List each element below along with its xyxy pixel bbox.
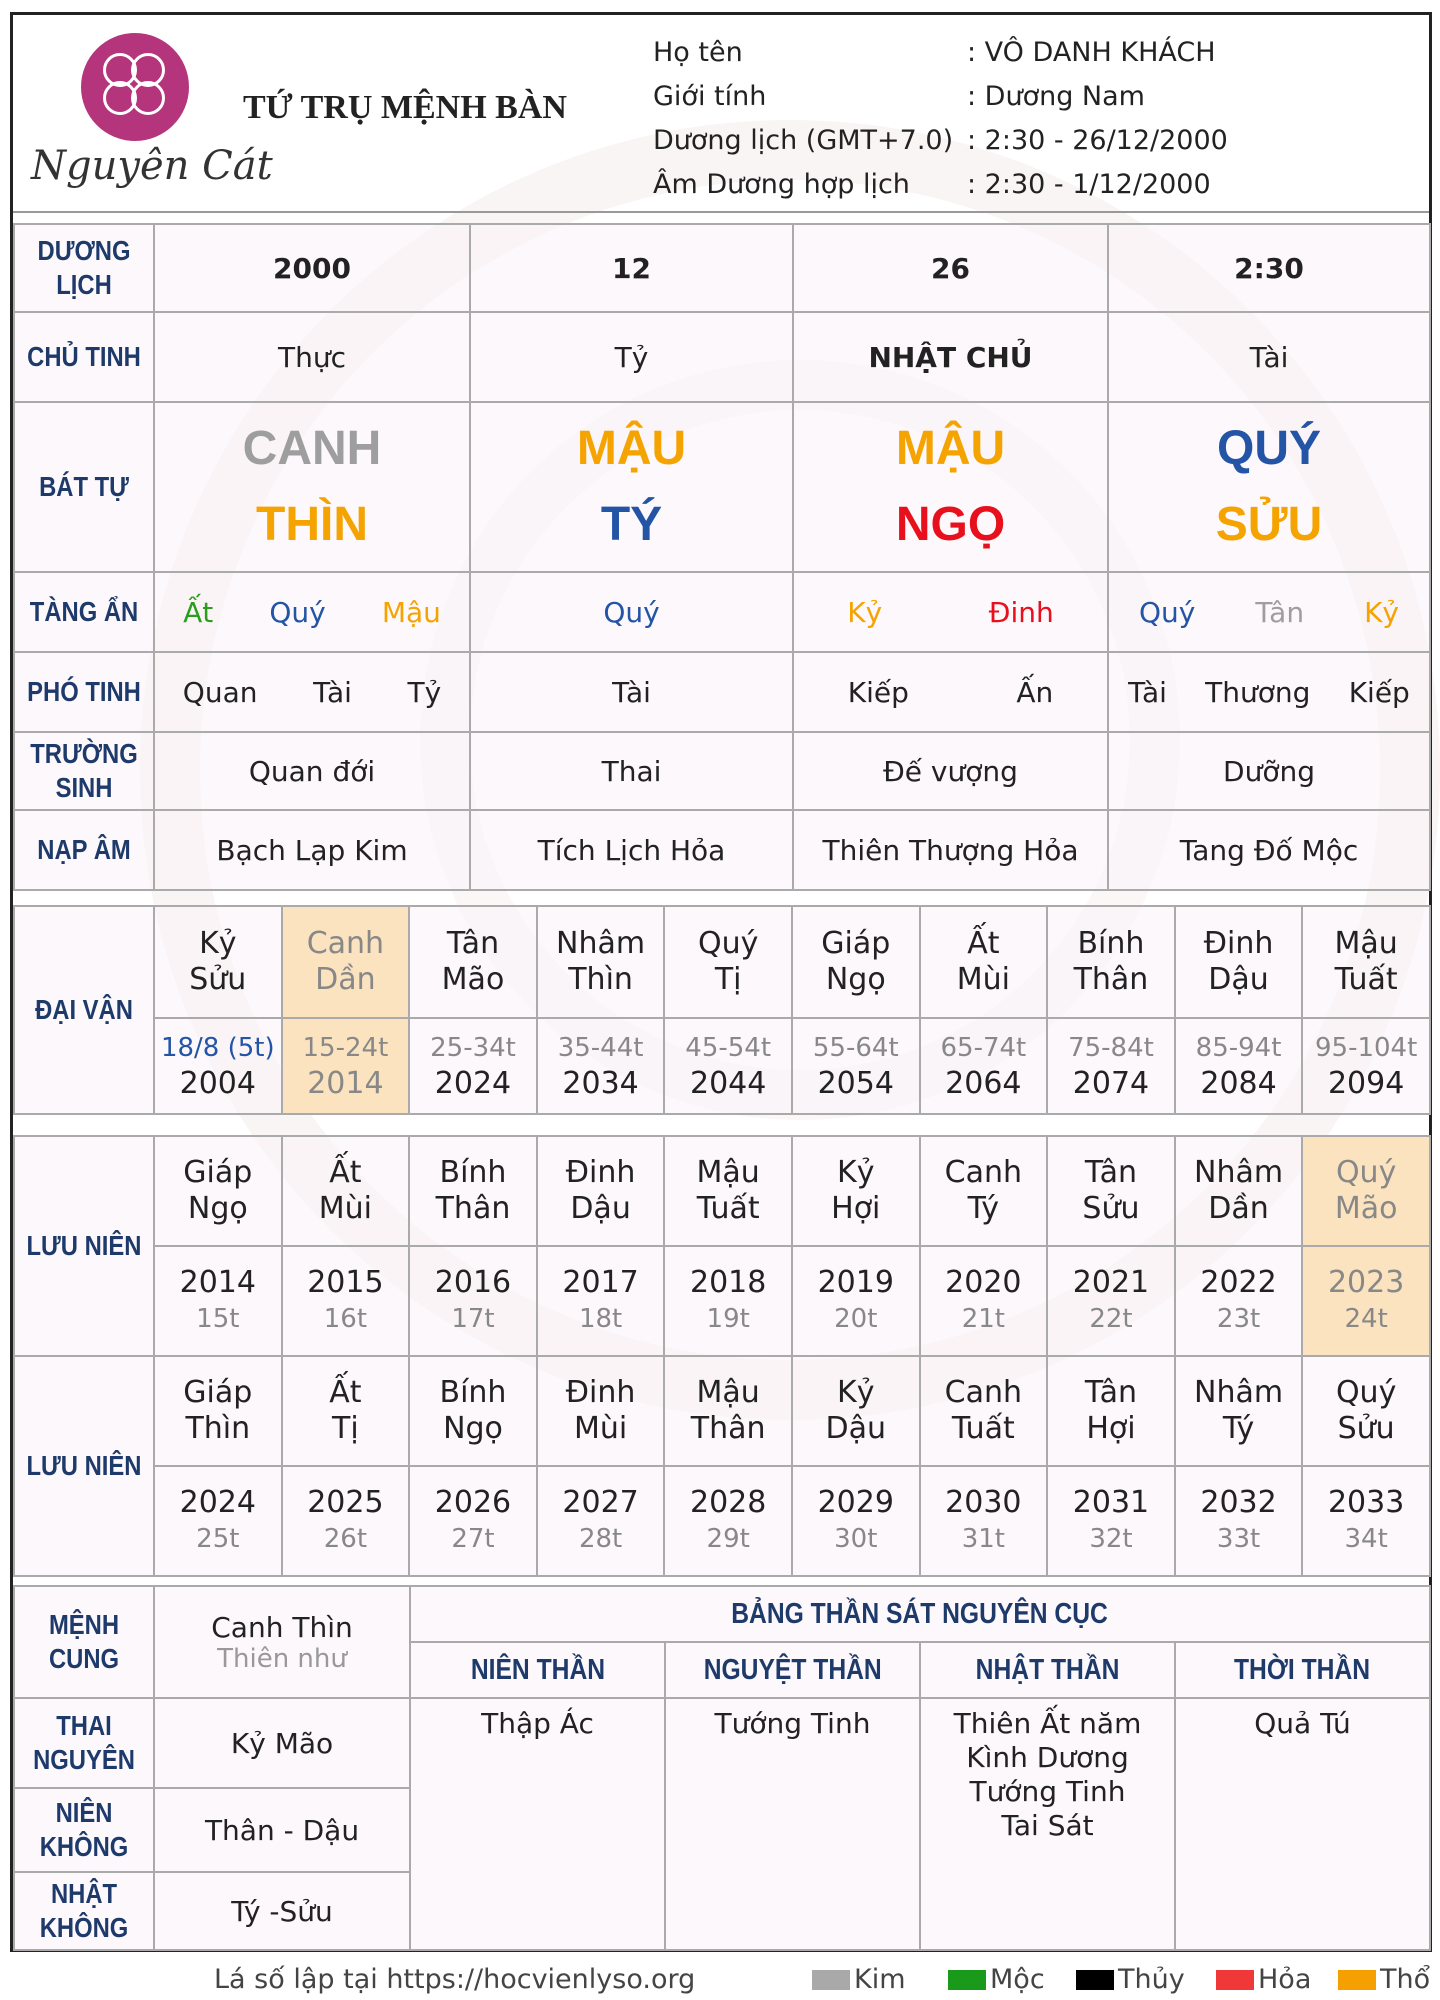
label-bat-tu: BÁT TỰ: [14, 402, 154, 572]
dia-chi: NGỌ: [895, 498, 1006, 551]
info-value: : VÔ DANH KHÁCH: [967, 37, 1216, 68]
secondary-star: Kiếp: [1348, 675, 1410, 709]
luu-nien-pillar: Bính Ngọ: [409, 1356, 537, 1466]
date-day: 26: [793, 224, 1108, 312]
info-key: Giới tính: [653, 81, 767, 112]
than-sat-list-nien: [410, 1698, 665, 1950]
luu-nien-year: 2027 28t: [537, 1466, 665, 1576]
legend-swatch: [948, 1970, 986, 1990]
legend-label: Hỏa: [1258, 1964, 1312, 1995]
label-chu-tinh: CHỦ TINH: [14, 312, 154, 402]
label-thai-nguyen: THAI NGUYÊN: [14, 1698, 154, 1788]
hidden-stem: Ất: [183, 595, 214, 629]
legend-label: Mộc: [990, 1964, 1045, 1995]
dai-van-period: 25-34t 2024: [409, 1018, 537, 1114]
luu-nien-pillar: Bính Thân: [409, 1136, 537, 1246]
label-nap-am: NẠP ÂM: [14, 810, 154, 890]
than-sat-head-nien: NIÊN THẦN: [410, 1642, 665, 1698]
luu-nien-year: 2030 31t: [920, 1466, 1048, 1576]
info-value: : 2:30 - 26/12/2000: [967, 125, 1228, 156]
truong-sinh-day: Đế vượng: [793, 732, 1108, 810]
legend-swatch: [1076, 1970, 1114, 1990]
info-key: Họ tên: [653, 37, 743, 68]
dai-van-table: [13, 905, 1431, 1115]
than-sat-list-nguyet: [665, 1698, 920, 1950]
luu-nien-pillar: Tân Sửu: [1047, 1136, 1175, 1246]
hidden-stem: Tân: [1255, 595, 1305, 629]
luu-nien-pillar: Quý Mão: [1302, 1136, 1430, 1246]
dai-van-pillar: Mậu Tuất: [1302, 906, 1430, 1018]
dai-van-period: 15-24t 2014: [282, 1018, 410, 1114]
nap-am-year: Bạch Lạp Kim: [154, 810, 470, 890]
than-sat-item: Kình Dương: [966, 1741, 1129, 1774]
luu-nien-year: 2020 21t: [920, 1246, 1048, 1356]
than-sat-list-thoi: [1175, 1698, 1430, 1950]
than-sat-item: Tướng Tinh: [969, 1775, 1126, 1808]
luu-nien-pillar: Canh Tý: [920, 1136, 1048, 1246]
footer: [0, 1958, 1440, 1998]
legend-item: [1216, 1964, 1311, 1995]
page-title: TỨ TRỤ MỆNH BÀN: [243, 89, 567, 126]
legend-swatch: [812, 1970, 850, 1990]
dai-van-period: 55-64t 2054: [792, 1018, 920, 1114]
thien-can: QUÝ: [1216, 422, 1321, 475]
luu-nien-year: 2033 34t: [1302, 1466, 1430, 1576]
label-luu-nien: LƯU NIÊN: [14, 1356, 154, 1576]
label-tang-an: TÀNG ẨN: [14, 572, 154, 652]
dia-chi: THÌN: [256, 498, 368, 551]
luu-nien-pillar: Quý Sửu: [1302, 1356, 1430, 1466]
luu-nien-pillar: Kỷ Hợi: [792, 1136, 920, 1246]
luu-nien-year: 2029 30t: [792, 1466, 920, 1576]
luu-nien-pillar: Đinh Mùi: [537, 1356, 665, 1466]
luu-nien-year: 2024 25t: [154, 1466, 282, 1576]
dai-van-period: 35-44t 2034: [537, 1018, 665, 1114]
luu-nien-pillar: Mậu Tuất: [664, 1136, 792, 1246]
secondary-star: Kiếp: [847, 675, 909, 709]
legend-item: [948, 1964, 1045, 1995]
dai-van-pillar: Nhâm Thìn: [537, 906, 665, 1018]
than-sat-item: Quả Tú: [1254, 1707, 1351, 1740]
label-nien-khong: NIÊN KHÔNG: [14, 1788, 154, 1872]
thai-nguyen-value: Kỷ Mão: [154, 1698, 410, 1788]
luu-nien-year: 2026 27t: [409, 1466, 537, 1576]
nap-am-month: Tích Lịch Hỏa: [470, 810, 793, 890]
dai-van-pillar: Canh Dần: [282, 906, 410, 1018]
hidden-stem: Kỷ: [847, 595, 883, 629]
luu-nien-year: 2028 29t: [664, 1466, 792, 1576]
dai-van-period: 45-54t 2044: [664, 1018, 792, 1114]
dai-van-pillar: Bính Thân: [1047, 906, 1175, 1018]
label-pho-tinh: PHÓ TINH: [14, 652, 154, 732]
tang-an-cell: [470, 572, 793, 652]
label-truong-sinh: TRƯỜNG SINH: [14, 732, 154, 810]
legend-item: [1338, 1964, 1430, 1995]
luu-nien-year: 2017 18t: [537, 1246, 665, 1356]
dai-van-pillar: Đinh Dậu: [1175, 906, 1303, 1018]
secondary-star: Thương: [1205, 675, 1311, 709]
luu-nien-pillar: Đinh Dậu: [537, 1136, 665, 1246]
pho-tinh-cell: [154, 652, 470, 732]
bat-tu-cell: [1108, 402, 1430, 572]
chu-tinh-month: Tỷ: [470, 312, 793, 402]
chu-tinh-day: NHẬT CHỦ: [793, 312, 1108, 402]
label-dai-van: ĐẠI VẬN: [14, 906, 154, 1114]
chu-tinh-year: Thực: [154, 312, 470, 402]
dai-van-period: 65-74t 2064: [920, 1018, 1048, 1114]
dai-van-pillar: Tân Mão: [409, 906, 537, 1018]
nien-khong-value: Thân - Dậu: [154, 1788, 410, 1872]
tang-an-cell: [1108, 572, 1430, 652]
tang-an-cell: [154, 572, 470, 652]
date-year: 2000: [154, 224, 470, 312]
luu-nien-year: 2016 17t: [409, 1246, 537, 1356]
luu-nien-year: 2014 15t: [154, 1246, 282, 1356]
secondary-star: Tài: [1128, 675, 1167, 709]
dai-van-pillar: Ất Mùi: [920, 906, 1048, 1018]
luu-nien-year: 2018 19t: [664, 1246, 792, 1356]
than-sat-list-nhat: [920, 1698, 1175, 1950]
dai-van-period: 85-94t 2084: [1175, 1018, 1303, 1114]
than-sat-item: Thập Ác: [481, 1707, 594, 1740]
tang-an-cell: [793, 572, 1108, 652]
nap-am-hour: Tang Đố Mộc: [1108, 810, 1430, 890]
dai-van-period: 18/8 (5t) 2004: [154, 1018, 282, 1114]
date-month: 12: [470, 224, 793, 312]
secondary-star: Tài: [313, 675, 352, 709]
dai-van-pillar: Giáp Ngọ: [792, 906, 920, 1018]
legend-label: Thủy: [1118, 1964, 1185, 1995]
pho-tinh-cell: [793, 652, 1108, 732]
secondary-star: Tỷ: [407, 675, 442, 709]
date-hour: 2:30: [1108, 224, 1430, 312]
pho-tinh-cell: [470, 652, 793, 732]
bat-tu-cell: [470, 402, 793, 572]
secondary-star: Quan: [182, 675, 258, 709]
hidden-stem: Kỷ: [1364, 595, 1399, 629]
than-sat-item: Thiên Ất năm: [953, 1707, 1142, 1740]
legend-label: Thổ: [1380, 1964, 1431, 1995]
info-value: : 2:30 - 1/12/2000: [967, 169, 1211, 200]
thien-can: MẬU: [895, 422, 1006, 475]
hidden-stem: Quý: [269, 595, 326, 629]
info-value: : Dương Nam: [967, 81, 1145, 112]
legend-swatch: [1216, 1970, 1254, 1990]
hidden-stem: Mậu: [381, 595, 441, 629]
label-nhat-khong: NHẬT KHÔNG: [14, 1872, 154, 1950]
luu-nien-year: 2032 33t: [1175, 1466, 1303, 1576]
legend-item: [812, 1964, 906, 1995]
luu-nien-year: 2025 26t: [282, 1466, 410, 1576]
dia-chi: SỬU: [1215, 498, 1323, 551]
nap-am-day: Thiên Thượng Hỏa: [793, 810, 1108, 890]
pillars-table: [13, 223, 1431, 891]
luu-nien-table-2: [13, 1355, 1431, 1577]
luu-nien-pillar: Mậu Thân: [664, 1356, 792, 1466]
luu-nien-year: 2023 24t: [1302, 1246, 1430, 1356]
label-luu-nien: LƯU NIÊN: [14, 1136, 154, 1356]
truong-sinh-month: Thai: [470, 732, 793, 810]
luu-nien-pillar: Ất Tị: [282, 1356, 410, 1466]
luu-nien-pillar: Giáp Thìn: [154, 1356, 282, 1466]
menh-cung-value: Canh Thìn Thiên như: [154, 1586, 410, 1698]
dai-van-pillar: Kỷ Sửu: [154, 906, 282, 1018]
footer-source: Lá số lập tại https://hocvienlyso.org: [214, 1964, 696, 1995]
than-sat-item: Tướng Tinh: [714, 1707, 871, 1740]
luu-nien-pillar: Tân Hợi: [1047, 1356, 1175, 1466]
luu-nien-pillar: Kỷ Dậu: [792, 1356, 920, 1466]
dai-van-period: 75-84t 2074: [1047, 1018, 1175, 1114]
than-sat-head-nhat: NHẬT THẦN: [920, 1642, 1175, 1698]
luu-nien-pillar: Canh Tuất: [920, 1356, 1048, 1466]
than-sat-item: Tai Sát: [1001, 1809, 1094, 1842]
luu-nien-year: 2021 22t: [1047, 1246, 1175, 1356]
luu-nien-pillar: Ất Mùi: [282, 1136, 410, 1246]
luu-nien-pillar: Giáp Ngọ: [154, 1136, 282, 1246]
hidden-stem: Quý: [603, 595, 660, 629]
secondary-star: Ấn: [1016, 675, 1054, 709]
pho-tinh-cell: [1108, 652, 1430, 732]
than-sat-head-nguyet: NGUYỆT THẦN: [665, 1642, 920, 1698]
dai-van-period: 95-104t 2094: [1302, 1018, 1430, 1114]
hidden-stem: Quý: [1138, 595, 1196, 629]
hidden-stem: Đinh: [988, 595, 1054, 629]
thien-can: MẬU: [576, 422, 687, 475]
legend-swatch: [1338, 1970, 1376, 1990]
legend-label: Kim: [854, 1964, 906, 1995]
bat-tu-cell: [154, 402, 470, 572]
luu-nien-year: 2015 16t: [282, 1246, 410, 1356]
truong-sinh-hour: Dưỡng: [1108, 732, 1430, 810]
luu-nien-table-1: [13, 1135, 1431, 1357]
thien-can: CANH: [242, 422, 382, 475]
lotus-logo-icon: [81, 33, 189, 141]
secondary-star: Tài: [612, 675, 651, 709]
bottom-table: [13, 1585, 1431, 1951]
luu-nien-pillar: Nhâm Dần: [1175, 1136, 1303, 1246]
chart-frame: [10, 12, 1432, 1952]
dia-chi: TÝ: [600, 498, 663, 551]
luu-nien-year: 2022 23t: [1175, 1246, 1303, 1356]
bat-tu-cell: [793, 402, 1108, 572]
than-sat-head-thoi: THỜI THẦN: [1175, 1642, 1430, 1698]
info-key: Dương lịch (GMT+7.0): [653, 125, 954, 156]
info-key: Âm Dương hợp lịch: [653, 169, 910, 200]
brand-name: Nguyên Cát: [31, 143, 273, 189]
header: [13, 15, 1429, 213]
luu-nien-pillar: Nhâm Tý: [1175, 1356, 1303, 1466]
truong-sinh-year: Quan đới: [154, 732, 470, 810]
label-duong-lich: DƯƠNG LỊCH: [14, 224, 154, 312]
nhat-khong-value: Tý -Sửu: [154, 1872, 410, 1950]
luu-nien-year: 2031 32t: [1047, 1466, 1175, 1576]
chu-tinh-hour: Tài: [1108, 312, 1430, 402]
than-sat-title: BẢNG THẦN SÁT NGUYÊN CỤC: [410, 1586, 1430, 1642]
luu-nien-year: 2019 20t: [792, 1246, 920, 1356]
label-menh-cung: MỆNH CUNG: [14, 1586, 154, 1698]
legend-item: [1076, 1964, 1185, 1995]
dai-van-pillar: Quý Tị: [664, 906, 792, 1018]
